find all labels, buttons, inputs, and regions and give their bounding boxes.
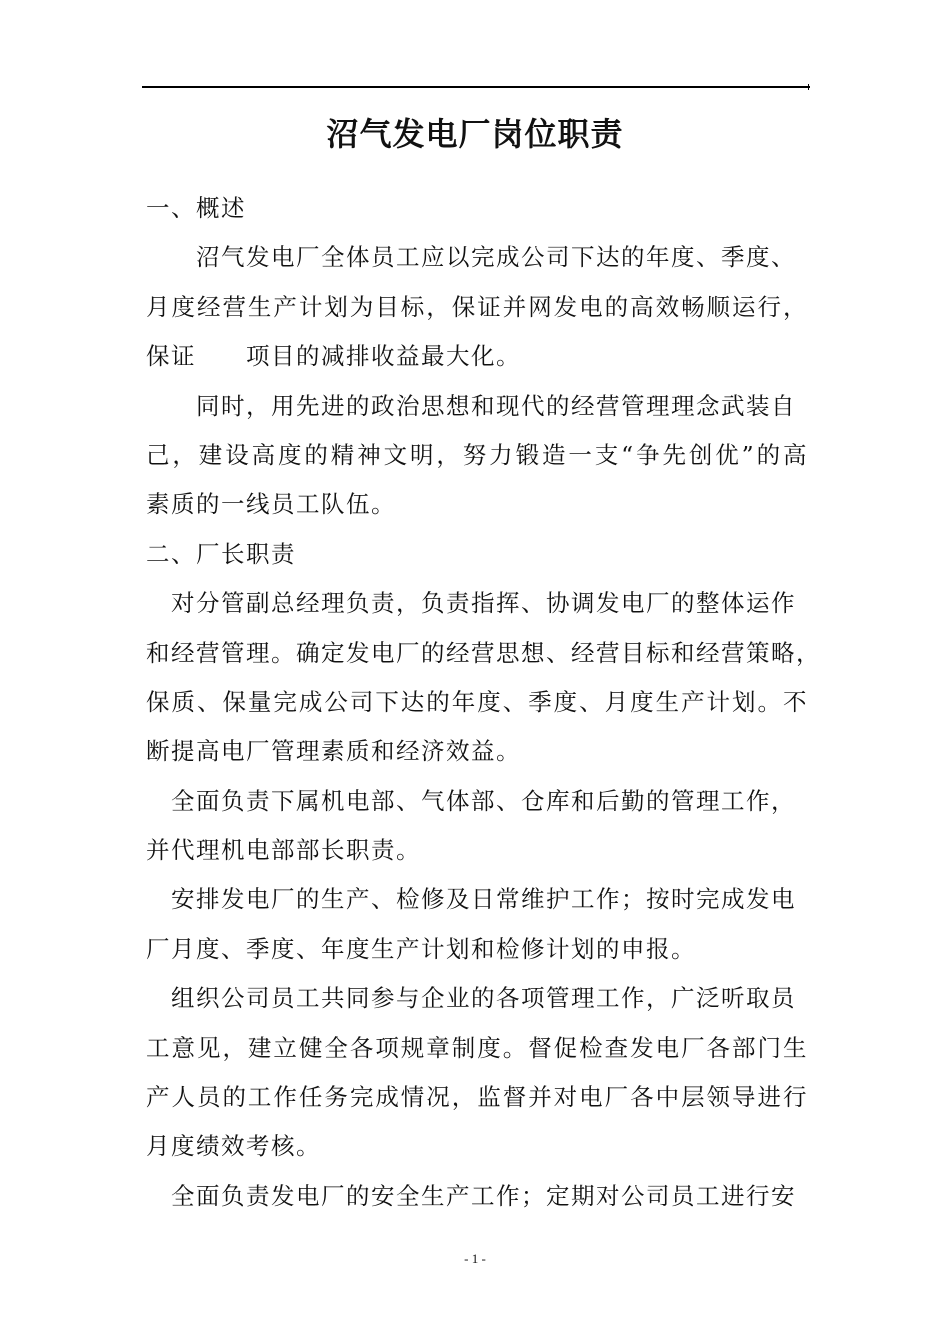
section-heading-director: 二、厂长职责 (146, 539, 296, 568)
paragraph-line: 己，建设高度的精神文明，努力锻造一支“争先创优”的高 (146, 440, 808, 469)
paragraph-line: 断提高电厂管理素质和经济效益。 (146, 737, 521, 766)
paragraph-line: 沼气发电厂全体员工应以完成公司下达的年度、季度、 (196, 243, 796, 272)
paragraph-line: 厂月度、季度、年度生产计划和检修计划的申报。 (146, 934, 696, 963)
paragraph-line: 同时，用先进的政治思想和现代的经营管理理念武装自 (196, 391, 796, 420)
paragraph-text: 保证 (146, 342, 196, 371)
paragraph-line: 并代理机电部部长职责。 (146, 836, 421, 865)
paragraph-line: 全面负责发电厂的安全生产工作；定期对公司员工进行安 (171, 1181, 796, 1210)
paragraph-line: 全面负责下属机电部、气体部、仓库和后勤的管理工作， (171, 786, 796, 815)
paragraph-line: 月度经营生产计划为目标，保证并网发电的高效畅顺运行， (146, 292, 808, 321)
paragraph-line: 工意见，建立健全各项规章制度。督促检查发电厂各部门生 (146, 1033, 808, 1062)
paragraph-line: 和经营管理。确定发电厂的经营思想、经营目标和经营策略， (146, 638, 821, 667)
document-body (146, 184, 821, 1221)
paragraph-line: 产人员的工作任务完成情况，监督并对电厂各中层领导进行 (146, 1083, 808, 1112)
paragraph-line: 素质的一线员工队伍。 (146, 490, 396, 519)
header-rule-tick (808, 84, 809, 90)
paragraph-line: 月度绩效考核。 (146, 1132, 321, 1161)
paragraph-text: 项目的减排收益最大化。 (246, 342, 521, 371)
paragraph-line: 保质、保量完成公司下达的年度、季度、月度生产计划。不 (146, 687, 808, 716)
paragraph-line: 对分管副总经理负责，负责指挥、协调发电厂的整体运作 (171, 589, 796, 618)
page-number: - 1 - (464, 1251, 486, 1266)
header-rule (142, 86, 810, 88)
paragraph-line (146, 332, 808, 381)
section-heading-overview: 一、概述 (146, 194, 246, 222)
document-title: 沼气发电厂岗位职责 (326, 115, 624, 153)
paragraph-line: 组织公司员工共同参与企业的各项管理工作，广泛听取员 (171, 984, 796, 1013)
paragraph-line: 安排发电厂的生产、检修及日常维护工作；按时完成发电 (171, 885, 796, 914)
